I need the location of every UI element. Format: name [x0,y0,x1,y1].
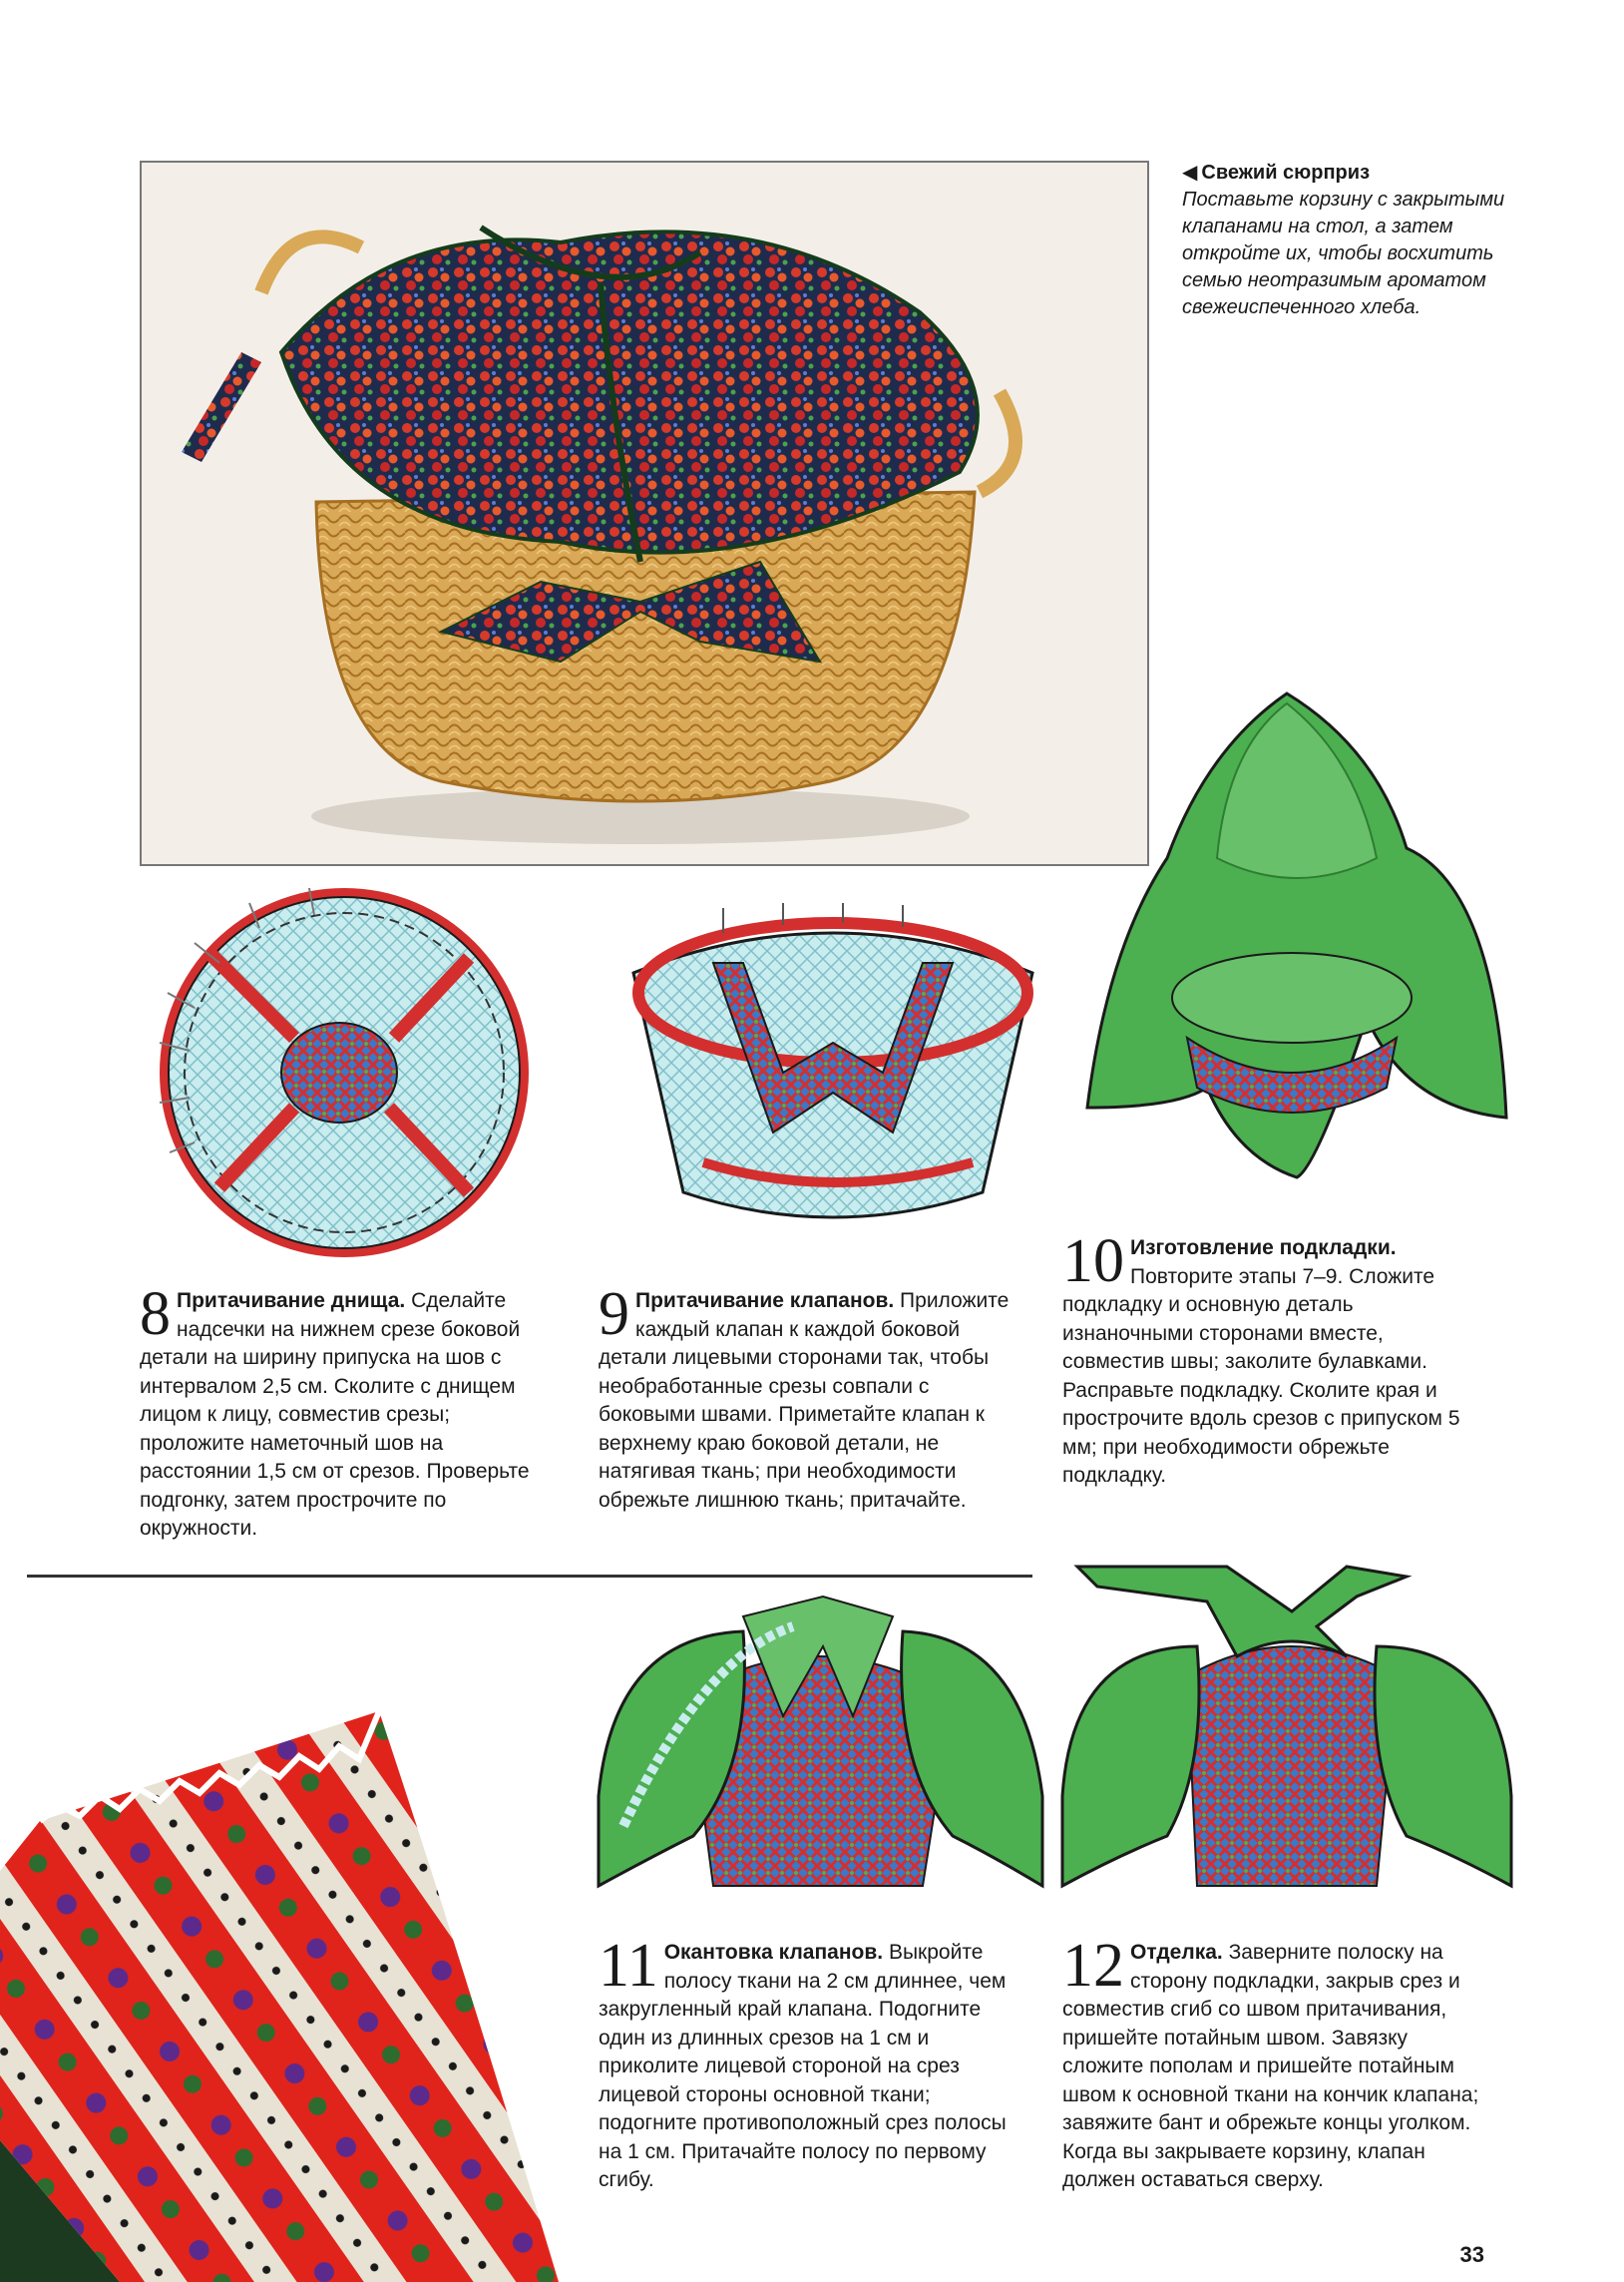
basket-illustration [142,163,1147,864]
step-10-number: 10 [1062,1227,1124,1295]
step-8-text: Сделайте надсечки на нижнем срезе боковой детали на ширину припуска на шов с интервалом 2,5 см. Сколите с днищем лицом к лицу, совместив срезы; проложите наметочный шов на расстоянии 1,5 см от срезов. Проверьте подгонку, затем прострочите по окружности. [140,1289,530,1540]
step-9 [599,1280,1027,1515]
step-10-text: Повторите этапы 7–9. Сложите подкладку и основную деталь изнаночными сторонами вместе, совместив швы; заколите булавками. Расправьте подкладку. Сколите края и прострочите вдоль срезов с припуском 5 мм; при необходимости обрежьте подкладку. [1062,1264,1460,1487]
step-12-title: Отделка. [1130,1941,1223,1964]
step-12-text: Заверните полоску на сторону подкладки, закрыв срез и совместив сгиб со швом притачивания, пришейте потайным швом. Завязку сложите пополам и пришейте потайным швом к основной ткани на кончик клапана; завяжите бант и обрежьте концы уголком. Когда вы закрываете корзину, клапан должен оставаться сверху. [1062,1941,1479,2191]
step-8-title: Притачивание днища. [177,1289,406,1312]
step-8 [140,1280,559,1544]
pointer-left-icon: ◀ [1182,162,1198,184]
step-11-text: Выкройте полосу ткани на 2 см длиннее, чем закругленный край клапана. Подогните один из длинных срезов на 1 см и приколите лицевой стороной на срез лицевой стороны основной ткани; подогните противоположный срез полосы на 1 см. Притачайте полосу по первому сгибу. [599,1941,1007,2191]
section-divider [27,1575,1032,1578]
photo-caption [1182,160,1511,321]
diagram-step-8 [150,883,549,1262]
step-10-title: Изготовление подкладки. [1130,1236,1397,1259]
diagram-step-12 [1057,1557,1516,1906]
diagram-step-9 [623,903,1042,1262]
fabric-swatch [0,1701,579,2282]
step-9-number: 9 [599,1280,629,1348]
page-number: 33 [1459,2242,1484,2267]
step-12 [1062,1932,1481,2195]
caption-title-row [1182,160,1511,187]
step-8-number: 8 [140,1280,171,1348]
caption-title: Свежий сюрприз [1201,162,1371,184]
basket-photo [140,161,1149,866]
step-12-number: 12 [1062,1932,1124,2000]
step-9-title: Притачивание клапанов. [635,1289,895,1312]
diagram-step-10 [1077,688,1516,1187]
step-11 [599,1932,1027,2195]
step-10 [1062,1227,1481,1491]
step-11-title: Окантовка клапанов. [663,1941,884,1964]
diagram-step-11 [594,1587,1047,1906]
caption-text: Поставьте корзину с закрытыми клапанами на стол, а затем откройте их, чтобы восхитить семью неотразимым ароматом свежеиспеченного хлеба. [1182,189,1505,318]
step-11-number: 11 [599,1932,658,2000]
step-9-text: Приложите каждый клапан к каждой боковой детали лицевыми сторонами так, чтобы необработанные срезы совпали с боковыми швами. Приметайте клапан к верхнему краю боковой детали, не натягивая ткань; при необходимости обрежьте лишнюю ткань; притачайте. [599,1289,1010,1512]
